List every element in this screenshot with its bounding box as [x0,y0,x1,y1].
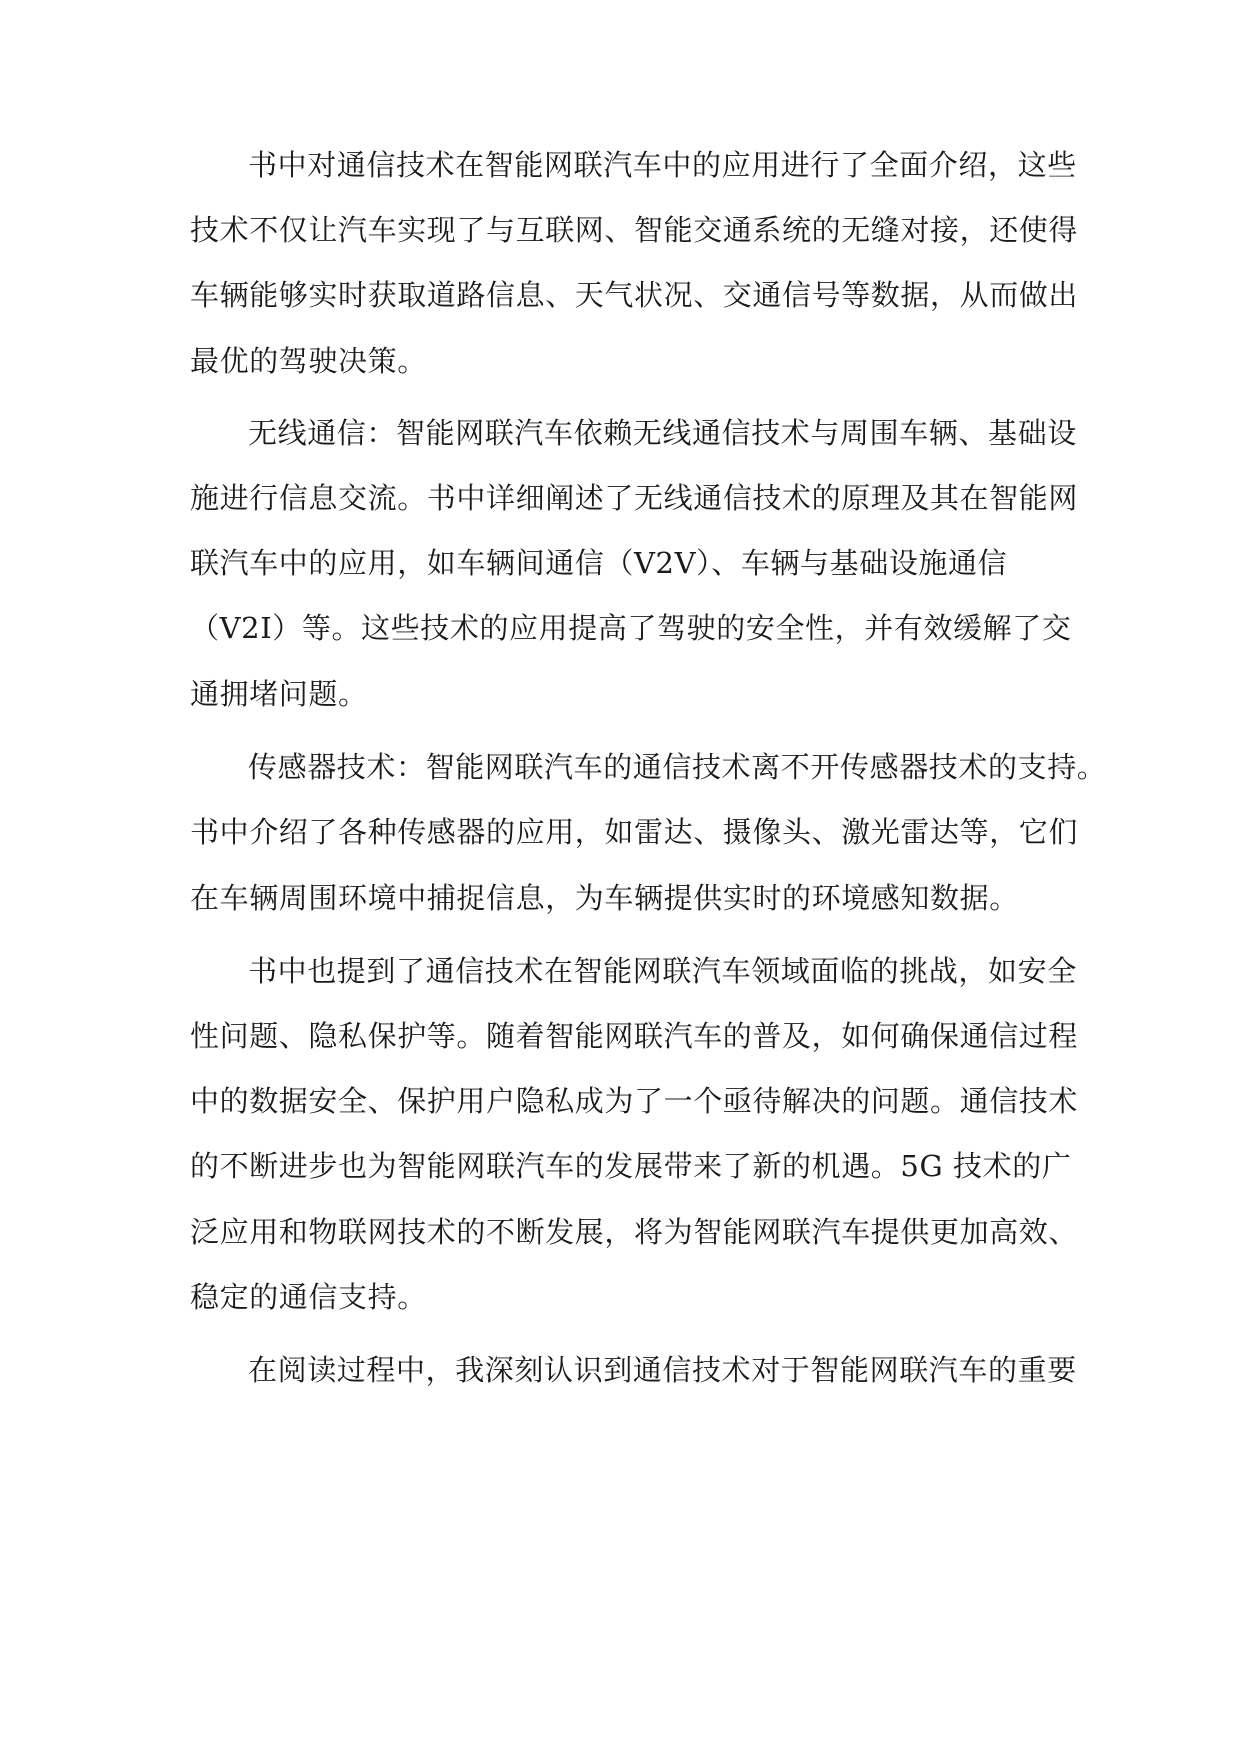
paragraph-1-line-3: 车辆能够实时获取道路信息、天气状况、交通信号等数据，从而做出 [190,278,1079,312]
paragraph-3-line-3: 在车辆周围环境中捕捉信息，为车辆提供实时的环境感知数据。 [190,881,1019,915]
paragraph-4-line-1: 书中也提到了通信技术在智能网联汽车领域面临的挑战，如安全 [248,954,1077,988]
paragraph-2-line-5: 通拥堵问题。 [190,677,368,711]
paragraph-5-line-1: 在阅读过程中，我深刻认识到通信技术对于智能网联汽车的重要 [248,1353,1077,1387]
paragraph-3-line-1: 传感器技术：智能网联汽车的通信技术离不开传感器技术的支持。 [248,750,1107,784]
paragraph-2-line-2: 施进行信息交流。书中详细阐述了无线通信技术的原理及其在智能网 [190,481,1079,515]
paragraph-4-line-3: 中的数据安全、保护用户隐私成为了一个亟待解决的问题。通信技术 [190,1084,1079,1118]
paragraph-4-line-4: 的不断进步也为智能网联汽车的发展带来了新的机遇。5G 技术的广 [190,1149,1072,1183]
paragraph-2-line-4: （V2I）等。这些技术的应用提高了驾驶的安全性，并有效缓解了交 [190,611,1072,645]
paragraph-2-line-3: 联汽车中的应用，如车辆间通信（V2V）、车辆与基础设施通信 [190,546,1008,580]
paragraph-4-line-6: 稳定的通信支持。 [190,1280,427,1314]
paragraph-1-line-1: 书中对通信技术在智能网联汽车中的应用进行了全面介绍，这些 [248,148,1077,182]
paragraph-4-line-5: 泛应用和物联网技术的不断发展，将为智能网联汽车提供更加高效、 [190,1215,1079,1249]
paragraph-3-line-2: 书中介绍了各种传感器的应用，如雷达、摄像头、激光雷达等，它们 [190,815,1079,849]
paragraph-2-line-1: 无线通信：智能网联汽车依赖无线通信技术与周围车辆、基础设 [248,416,1077,450]
paragraph-1-line-4: 最优的驾驶决策。 [190,344,427,378]
paragraph-4-line-2: 性问题、隐私保护等。随着智能网联汽车的普及，如何确保通信过程 [190,1019,1079,1053]
paragraph-1-line-2: 技术不仅让汽车实现了与互联网、智能交通系统的无缝对接，还使得 [190,213,1079,247]
